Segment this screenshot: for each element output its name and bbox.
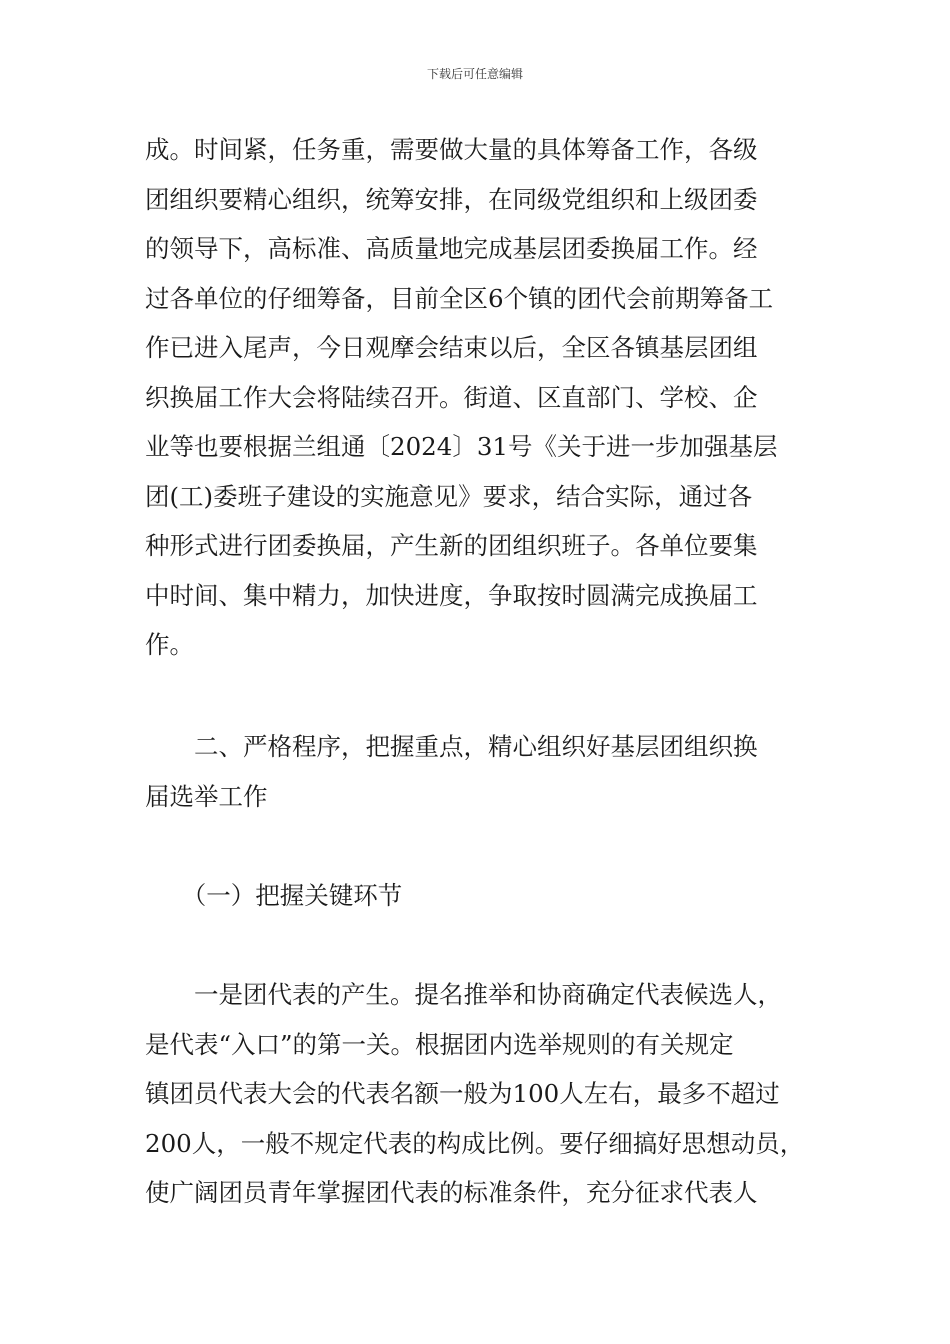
subsection-heading-1 bbox=[145, 871, 810, 921]
text-line: 团(工)委班子建设的实施意见》要求，结合实际，通过各 bbox=[145, 481, 753, 511]
text-line: 一是团代表的产生。提名推举和协商确定代表候选人， bbox=[145, 980, 782, 1009]
page-header: 下载后可任意编辑 bbox=[426, 67, 523, 81]
body-paragraph-1 bbox=[145, 125, 810, 670]
body-paragraph-2 bbox=[145, 970, 810, 1218]
text-line: 团组织要精心组织，统筹安排，在同级党组织和上级团委 bbox=[145, 184, 758, 214]
text-line: 中时间、集中精力，加快进度，争取按时圆满完成换届工 bbox=[145, 580, 758, 610]
text-line: 过各单位的仔细筹备，目前全区6个镇的团代会前期筹备工 bbox=[145, 283, 774, 313]
heading-line: 届选举工作 bbox=[145, 781, 268, 811]
text-line: 成。时间紧，任务重，需要做大量的具体筹备工作，各级 bbox=[145, 135, 758, 164]
text-line: 镇团员代表大会的代表名额一般为100人左右，最多不超过 bbox=[145, 1079, 780, 1108]
text-line: 是代表“入口”的第一关。根据团内选举规则的有关规定 bbox=[145, 1029, 734, 1059]
text-line: 业等也要根据兰组通〔2024〕31号《关于进一步加强基层 bbox=[145, 432, 778, 461]
section-heading-2 bbox=[145, 722, 810, 821]
text-line: 织换届工作大会将陆续召开。街道、区直部门、学校、企 bbox=[145, 382, 758, 412]
text-line: 的领导下，高标准、高质量地完成基层团委换届工作。经 bbox=[145, 234, 758, 263]
heading-line: 二、严格程序，把握重点，精心组织好基层团组织换 bbox=[145, 732, 758, 761]
subheading-line: （一）把握关键环节 bbox=[145, 881, 403, 910]
text-line: 使广阔团员青年掌握团代表的标准条件，充分征求代表人 bbox=[145, 1178, 758, 1207]
text-line: 种形式进行团委换届，产生新的团组织班子。各单位要集 bbox=[145, 531, 758, 560]
text-line: 作已进入尾声，今日观摩会结束以后，全区各镇基层团组 bbox=[145, 333, 758, 362]
text-line: 200人，一般不规定代表的构成比例。要仔细搞好思想动员， bbox=[145, 1128, 805, 1158]
text-line: 作。 bbox=[145, 630, 194, 659]
